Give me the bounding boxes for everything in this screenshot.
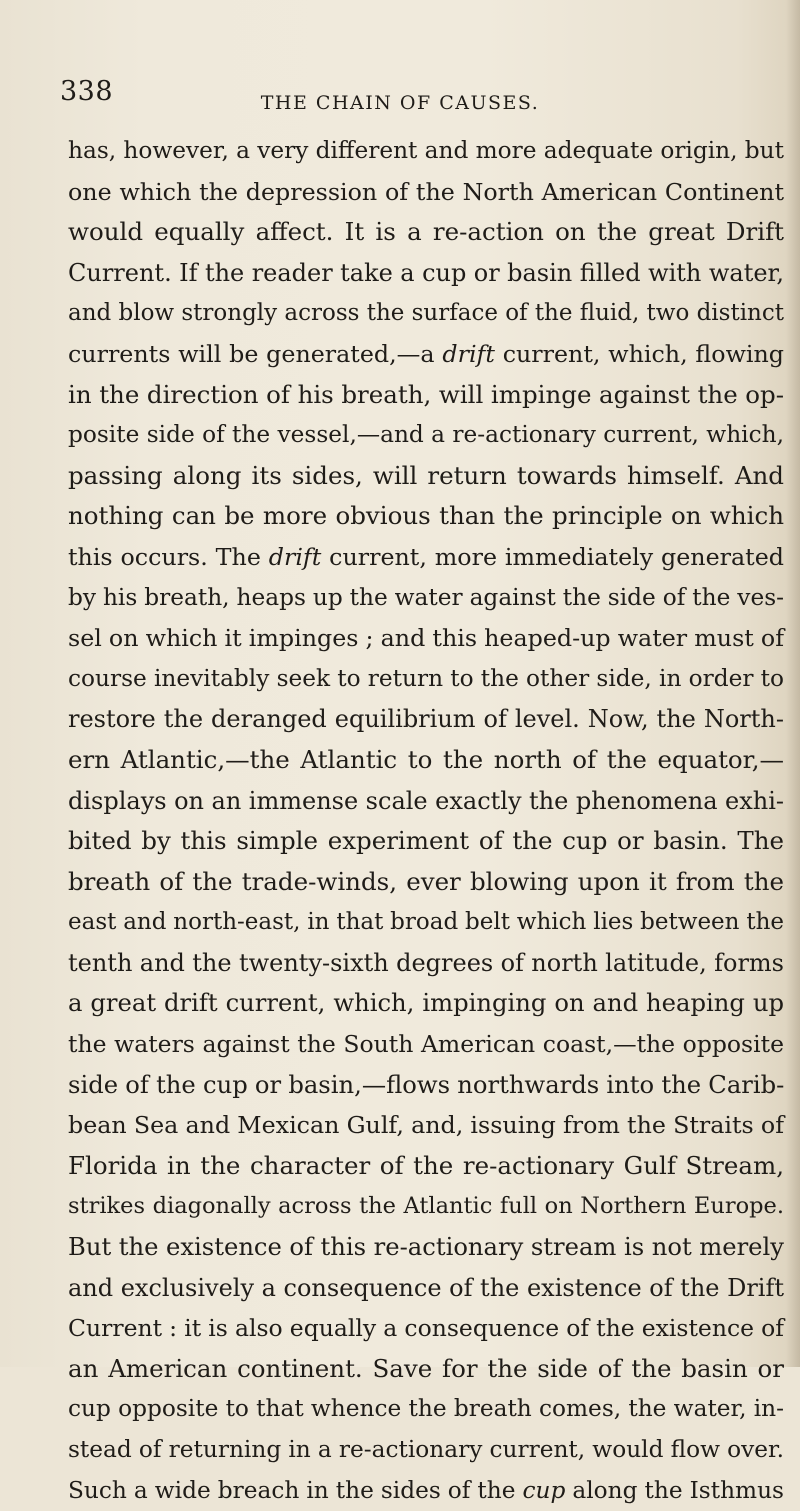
text-line: ern Atlantic,—the Atlantic to the north of the equator,— <box>68 744 784 774</box>
text-line: cup opposite to that whence the breath comes, the water, in- <box>68 1395 784 1423</box>
text-line: has, however, a very different and more adequate origin, but <box>68 137 784 164</box>
italic-word: drift <box>442 339 495 368</box>
text-line: posite side of the vessel,—and a re-actionary current, which, <box>68 421 784 449</box>
text-line: east and north-east, in that broad belt which lies between the <box>68 909 784 936</box>
text-line: sel on which it impinges ; and this heaped-up water must of <box>68 624 784 653</box>
text-line: restore the deranged equilibrium of level. Now, the North- <box>68 705 784 734</box>
text-line: stead of returning in a re-actionary current, would flow over. <box>68 1436 784 1463</box>
text-line: a great drift current, which, impinging on and heaping up <box>68 988 784 1018</box>
text-line: But the existence of this re-actionary stream is not merely <box>68 1232 784 1262</box>
text-line: displays on an immense scale exactly the phenomena exhi- <box>68 786 784 815</box>
body-text <box>68 131 784 1511</box>
text-line: bean Sea and Mexican Gulf, and, issuing from the Straits of <box>68 1111 784 1140</box>
text-line: and blow strongly across the surface of the fluid, two distinct <box>68 300 784 327</box>
text-line: strikes diagonally across the Atlantic full on Northern Europe. <box>68 1193 784 1220</box>
text-line: Such a wide breach in the sides of the cup along the Isthmus <box>68 1476 784 1504</box>
text-line: course inevitably seek to return to the other side, in order to <box>68 664 784 692</box>
italic-word: cup <box>522 1476 566 1504</box>
text-line: passing along its sides, will return towards himself. And <box>68 460 784 490</box>
running-head: THE CHAIN OF CAUSES. <box>260 92 540 114</box>
page-edge-shadow <box>786 0 800 1367</box>
text-line: nothing can be more obvious than the principle on which <box>68 501 784 531</box>
text-line: tenth and the twenty-sixth degrees of north latitude, forms <box>68 948 784 977</box>
text-line: breath of the trade-winds, ever blowing upon it from the <box>68 866 784 896</box>
page-number: 338 <box>60 76 114 107</box>
text-line: bited by this simple experiment of the cup or basin. The <box>68 826 784 856</box>
text-line: in the direction of his breath, will impinge against the op- <box>68 379 784 409</box>
italic-word: drift <box>268 542 322 571</box>
text-line: this occurs. The drift current, more immediately generated <box>68 542 784 571</box>
text-line: side of the cup or basin,—flows northwards into the Carib- <box>68 1069 785 1099</box>
text-line: currents will be generated,—a drift current, which, flowing <box>68 339 784 368</box>
text-line: Current. If the reader take a cup or basin filled with water, <box>68 258 784 287</box>
text-line: by his breath, heaps up the water against the side of the ves- <box>68 583 784 611</box>
text-line: the waters against the South American coast,—the opposite <box>68 1030 784 1059</box>
text-line: would equally affect. It is a re-action on the great Drift <box>68 217 784 247</box>
text-line: Current : it is also equally a consequence of the existence of <box>68 1314 784 1343</box>
text-line: Florida in the character of the re-actionary Gulf Stream, <box>68 1150 784 1180</box>
text-line: an American continent. Save for the side of the basin or <box>68 1353 784 1383</box>
text-line: and exclusively a consequence of the existence of the Drift <box>68 1273 784 1302</box>
text-line: one which the depression of the North American Continent <box>68 177 784 206</box>
